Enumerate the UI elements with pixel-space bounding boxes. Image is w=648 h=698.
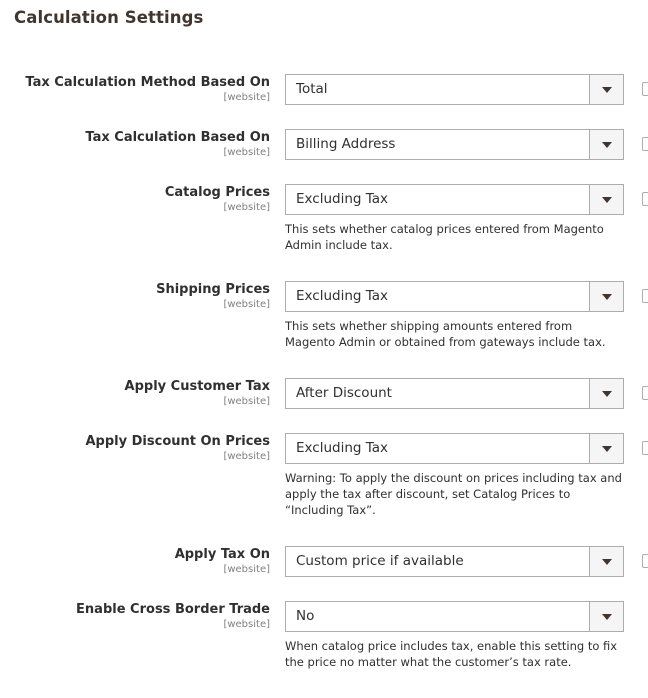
scope-label: [website] (223, 396, 270, 407)
field-note: This sets whether shipping amounts entered from Magento Admin or obtained from gateways include tax. (285, 319, 606, 349)
field-label-text: Tax Calculation Method Based On (25, 75, 270, 90)
field-label (85, 129, 270, 159)
select-arrow[interactable] (589, 130, 623, 159)
field-note: This sets whether catalog prices entered from Magento Admin include tax. (285, 222, 604, 252)
scope-label: [website] (223, 451, 270, 462)
field-label-text: Apply Tax On (174, 547, 270, 562)
select-arrow[interactable] (589, 75, 623, 104)
use-system-value-checkbox[interactable] (642, 554, 648, 568)
chevron-down-icon (602, 142, 612, 148)
select-value: Total (296, 81, 328, 97)
section-title: Calculation Settings (14, 8, 204, 27)
use-system-value-checkbox[interactable] (642, 137, 648, 151)
field-label-text: Shipping Prices (156, 282, 270, 297)
chevron-down-icon (602, 197, 612, 203)
catalog-prices-select[interactable] (285, 184, 624, 215)
field-label-text: Enable Cross Border Trade (76, 602, 270, 617)
select-arrow[interactable] (589, 602, 623, 631)
field-label (76, 601, 270, 631)
select-arrow[interactable] (589, 547, 623, 576)
select-arrow[interactable] (589, 379, 623, 408)
chevron-down-icon (602, 391, 612, 397)
field-label-text: Apply Customer Tax (124, 379, 270, 394)
select-arrow[interactable] (589, 434, 623, 463)
scope-label: [website] (223, 147, 270, 158)
tax-calculation-based-on-select[interactable] (285, 129, 624, 160)
field-warning-note: Warning: To apply the discount on prices including tax and apply the tax after discount, set Catalog Prices to “Including Tax”. (285, 471, 622, 517)
field-label-text: Tax Calculation Based On (85, 130, 270, 145)
field-label-text: Catalog Prices (164, 185, 270, 200)
scope-label: [website] (223, 202, 270, 213)
scope-label: [website] (223, 92, 270, 103)
select-value: Excluding Tax (296, 288, 389, 304)
select-value: No (296, 608, 315, 624)
chevron-down-icon (602, 614, 612, 620)
field-label (175, 546, 270, 576)
chevron-down-icon (602, 446, 612, 452)
field-label (86, 433, 271, 463)
field-label (125, 378, 270, 408)
select-value: After Discount (296, 385, 392, 401)
use-system-value-checkbox[interactable] (642, 192, 648, 206)
scope-label: [website] (223, 564, 270, 575)
enable-cross-border-trade-select[interactable] (285, 601, 624, 632)
select-arrow[interactable] (589, 185, 623, 214)
apply-customer-tax-select[interactable] (285, 378, 624, 409)
chevron-down-icon (602, 559, 612, 565)
field-label (156, 281, 270, 311)
select-value: Billing Address (296, 136, 396, 152)
scope-label: [website] (223, 299, 270, 310)
select-arrow[interactable] (589, 282, 623, 311)
use-system-value-checkbox[interactable] (642, 441, 648, 455)
apply-tax-on-select[interactable] (285, 546, 624, 577)
select-value: Excluding Tax (296, 191, 389, 207)
tax-calculation-method-select[interactable] (285, 74, 624, 105)
scope-label: [website] (223, 619, 270, 630)
use-system-value-checkbox[interactable] (642, 289, 648, 303)
select-value: Custom price if available (296, 553, 464, 569)
chevron-down-icon (602, 294, 612, 300)
chevron-down-icon (602, 87, 612, 93)
field-label (165, 184, 270, 214)
select-value: Excluding Tax (296, 440, 389, 456)
field-label (25, 74, 270, 104)
apply-discount-on-prices-select[interactable] (285, 433, 624, 464)
use-system-value-checkbox[interactable] (642, 82, 648, 96)
use-system-value-checkbox[interactable] (642, 386, 648, 400)
shipping-prices-select[interactable] (285, 281, 624, 312)
field-note: When catalog price includes tax, enable this setting to fix the price no matter what the customer’s tax rate. (285, 639, 618, 669)
field-label-text: Apply Discount On Prices (85, 434, 270, 449)
